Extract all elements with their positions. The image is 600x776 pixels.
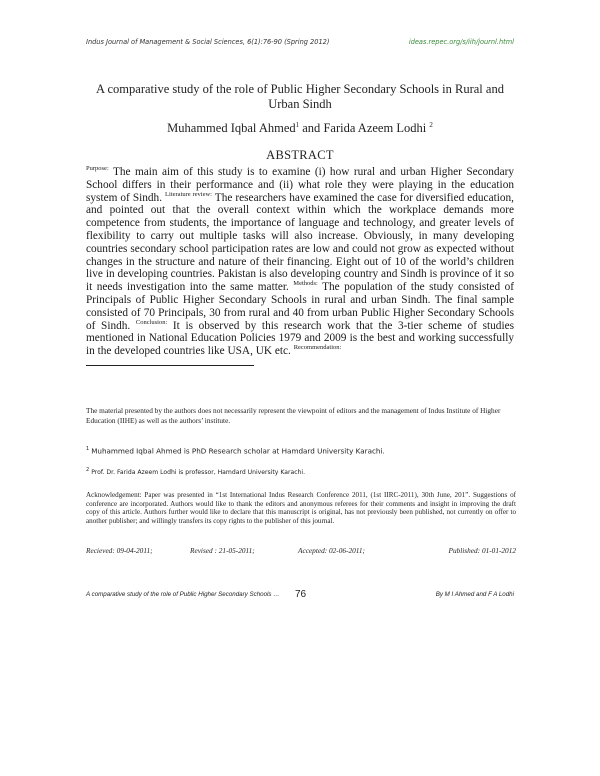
journal-url[interactable]: ideas.repec.org/s/iih/journl.html bbox=[408, 38, 514, 46]
running-title: A comparative study of the role of Public Higher Secondary Schools … bbox=[86, 591, 280, 598]
footnote-2-text: Prof. Dr. Farida Azeem Lodhi is professor, Hamdard University Karachi. bbox=[91, 469, 306, 477]
page-number: 76 bbox=[295, 589, 307, 600]
purpose-text: The main aim of this study is to examine (i) how rural and urban Higher Secondary School differs in their performance and (ii) what role they were playing in the education system of Sindh. bbox=[86, 166, 514, 204]
footnote-2 bbox=[86, 467, 516, 476]
literature-review-label: Literature review: bbox=[165, 190, 212, 198]
accepted-date: Accepted: 02-06-2011; bbox=[298, 546, 365, 555]
author-1-footnote-marker: 1 bbox=[295, 121, 300, 129]
revised-date: Revised : 21-05-2011; bbox=[190, 546, 255, 555]
author-connector: and bbox=[299, 121, 324, 136]
conclusion-text: It is observed by this research work that the 3-tier scheme of studies mentioned in National Education Policies 1979 and 2009 is the best and working successfully in the developed countries like USA, UK etc. bbox=[86, 319, 514, 358]
purpose-label: Purpose: bbox=[86, 165, 109, 173]
abstract-heading: ABSTRACT bbox=[266, 148, 334, 162]
literature-review-text: The researchers have examined the case for diversified education, and pointed out that the overall context within which the workplace demands more competence from students, the importance of language and technology, and greater levels of flexibility to carry out multiple tasks will also increase. Obviously, in many developing countries secondary school participation rates are low and could not grow as expected without changes in the structure and nature of their financing. Eight out of 10 of the world’s children live in developing countries. Pakistan is also developing country and Sindh is province of it so it needs investigation into the same matter. bbox=[86, 191, 514, 294]
abstract-body bbox=[86, 166, 514, 358]
running-authors: By M I Ahmed and F A Lodhi bbox=[435, 591, 514, 598]
paper-title: A comparative study of the role of Public Higher Secondary Schools in Rural and Urban Sindh bbox=[96, 82, 504, 111]
footnote-1 bbox=[86, 446, 516, 455]
acknowledgement-note: Acknowledgement: Paper was presented in “1st International Indus Research Conference 2011, (1st IIRC-2011), 30th June, 201”. Suggestions of conference are incorporated. Authors would like to thank the editors and anonymous referees for their comments and insight in improving the draft copy of this article. Authors further would like to declare that this manuscript is original, has not previously been published, not currently on offer to another publisher; and willingly transfers its copy rights to the publisher of this journal. bbox=[86, 491, 516, 525]
author-1-name: Muhammed Iqbal Ahmed bbox=[167, 121, 296, 136]
methods-text: The population of the study consisted of Principals of Public Higher Secondary Schools in rural and urban Sindh. The final sample consisted of 70 Principals, 30 from rural and 40 from urban Public Higher Secondary Schools of Sindh. bbox=[86, 281, 514, 332]
footnote-2-marker: 2 bbox=[86, 467, 90, 473]
journal-header: Indus Journal of Management & Social Sciences, 6(1):76-90 (Spring 2012) bbox=[86, 38, 330, 46]
received-date: Recieved: 09-04-2011; bbox=[86, 546, 153, 555]
disclaimer-note: The material presented by the authors does not necessarily represent the viewpoint of editors and the management of Indus Institute of Higher Education (IIHE) as well as the authors’ institute. bbox=[86, 406, 501, 425]
footnote-1-marker: 1 bbox=[86, 446, 90, 452]
published-date: Published: 01-01-2012 bbox=[448, 546, 516, 555]
footnote-divider bbox=[86, 365, 254, 366]
methods-label: Methods: bbox=[293, 280, 318, 288]
recommendation-label: Recommendation: bbox=[293, 344, 342, 352]
author-2-name: Farida Azeem Lodhi bbox=[323, 121, 427, 136]
conclusion-label: Conclusion: bbox=[135, 318, 168, 326]
footnote-1-text: Muhammed Iqbal Ahmed is PhD Research scholar at Hamdard University Karachi. bbox=[91, 446, 385, 456]
author-2-footnote-marker: 2 bbox=[429, 121, 433, 129]
author-line bbox=[80, 121, 520, 136]
